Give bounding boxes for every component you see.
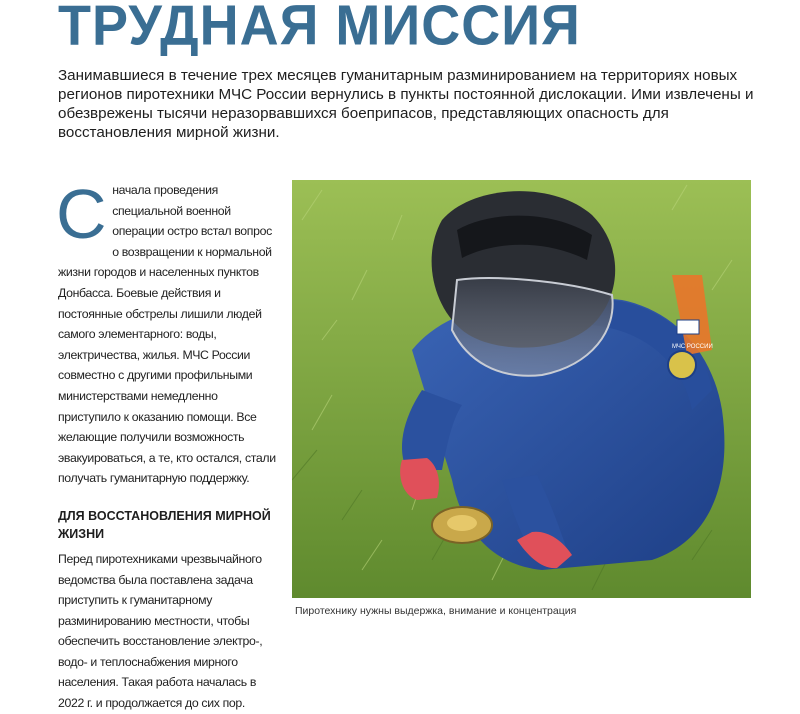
- paragraph-intro-text: начала проведения специальной военной операции остро встал вопрос о возвращении к нормальной жизни городов и населенных пунктов Донбасса. Боевые действия и постоянные обстрелы лишили людей самого элементарного: воды, электричества, жилья. МЧС России совместно с другими профильными министерствами немедленно приступило к оказанию помощи. Все желающие получили возможность эвакуироваться, а те, кто остался, стали получать гуманитарную поддержку.: [58, 183, 276, 486]
- article-photo: [292, 180, 751, 598]
- photo-badge-text: МЧС РОССИИ: [672, 344, 713, 350]
- article-title: ТРУДНАЯ МИССИЯ: [58, 0, 581, 57]
- paragraph-section: Перед пиротехниками чрезвычайного ведомства была поставлена задача приступить к гуманитарному разминированию местности, чтобы обеспечить восстановление электро-, водо- и теплоснабжения мирного населения. Такая работа началась в 2022 г. и продолжается до сих пор.: [58, 551, 263, 711]
- drop-cap: С: [56, 175, 107, 253]
- article-body: [56, 175, 278, 714]
- article-lead: Занимавшиеся в течение трех месяцев гуманитарным разминированием на территориях новых регионов пиротехники МЧС России вернулись в пункты постоянной дислокации. Ими извлечены и обезврежены тысячи неразорвавшихся боеприпасов, представляющих опасность для восстановления мирной жизни.: [58, 67, 754, 141]
- paragraph-intro: [56, 175, 278, 489]
- photo-caption: Пиротехнику нужны выдержка, внимание и концентрация: [295, 605, 577, 617]
- section-subheading: ДЛЯ ВОССТАНОВЛЕНИЯ МИРНОЙ ЖИЗНИ: [58, 508, 271, 541]
